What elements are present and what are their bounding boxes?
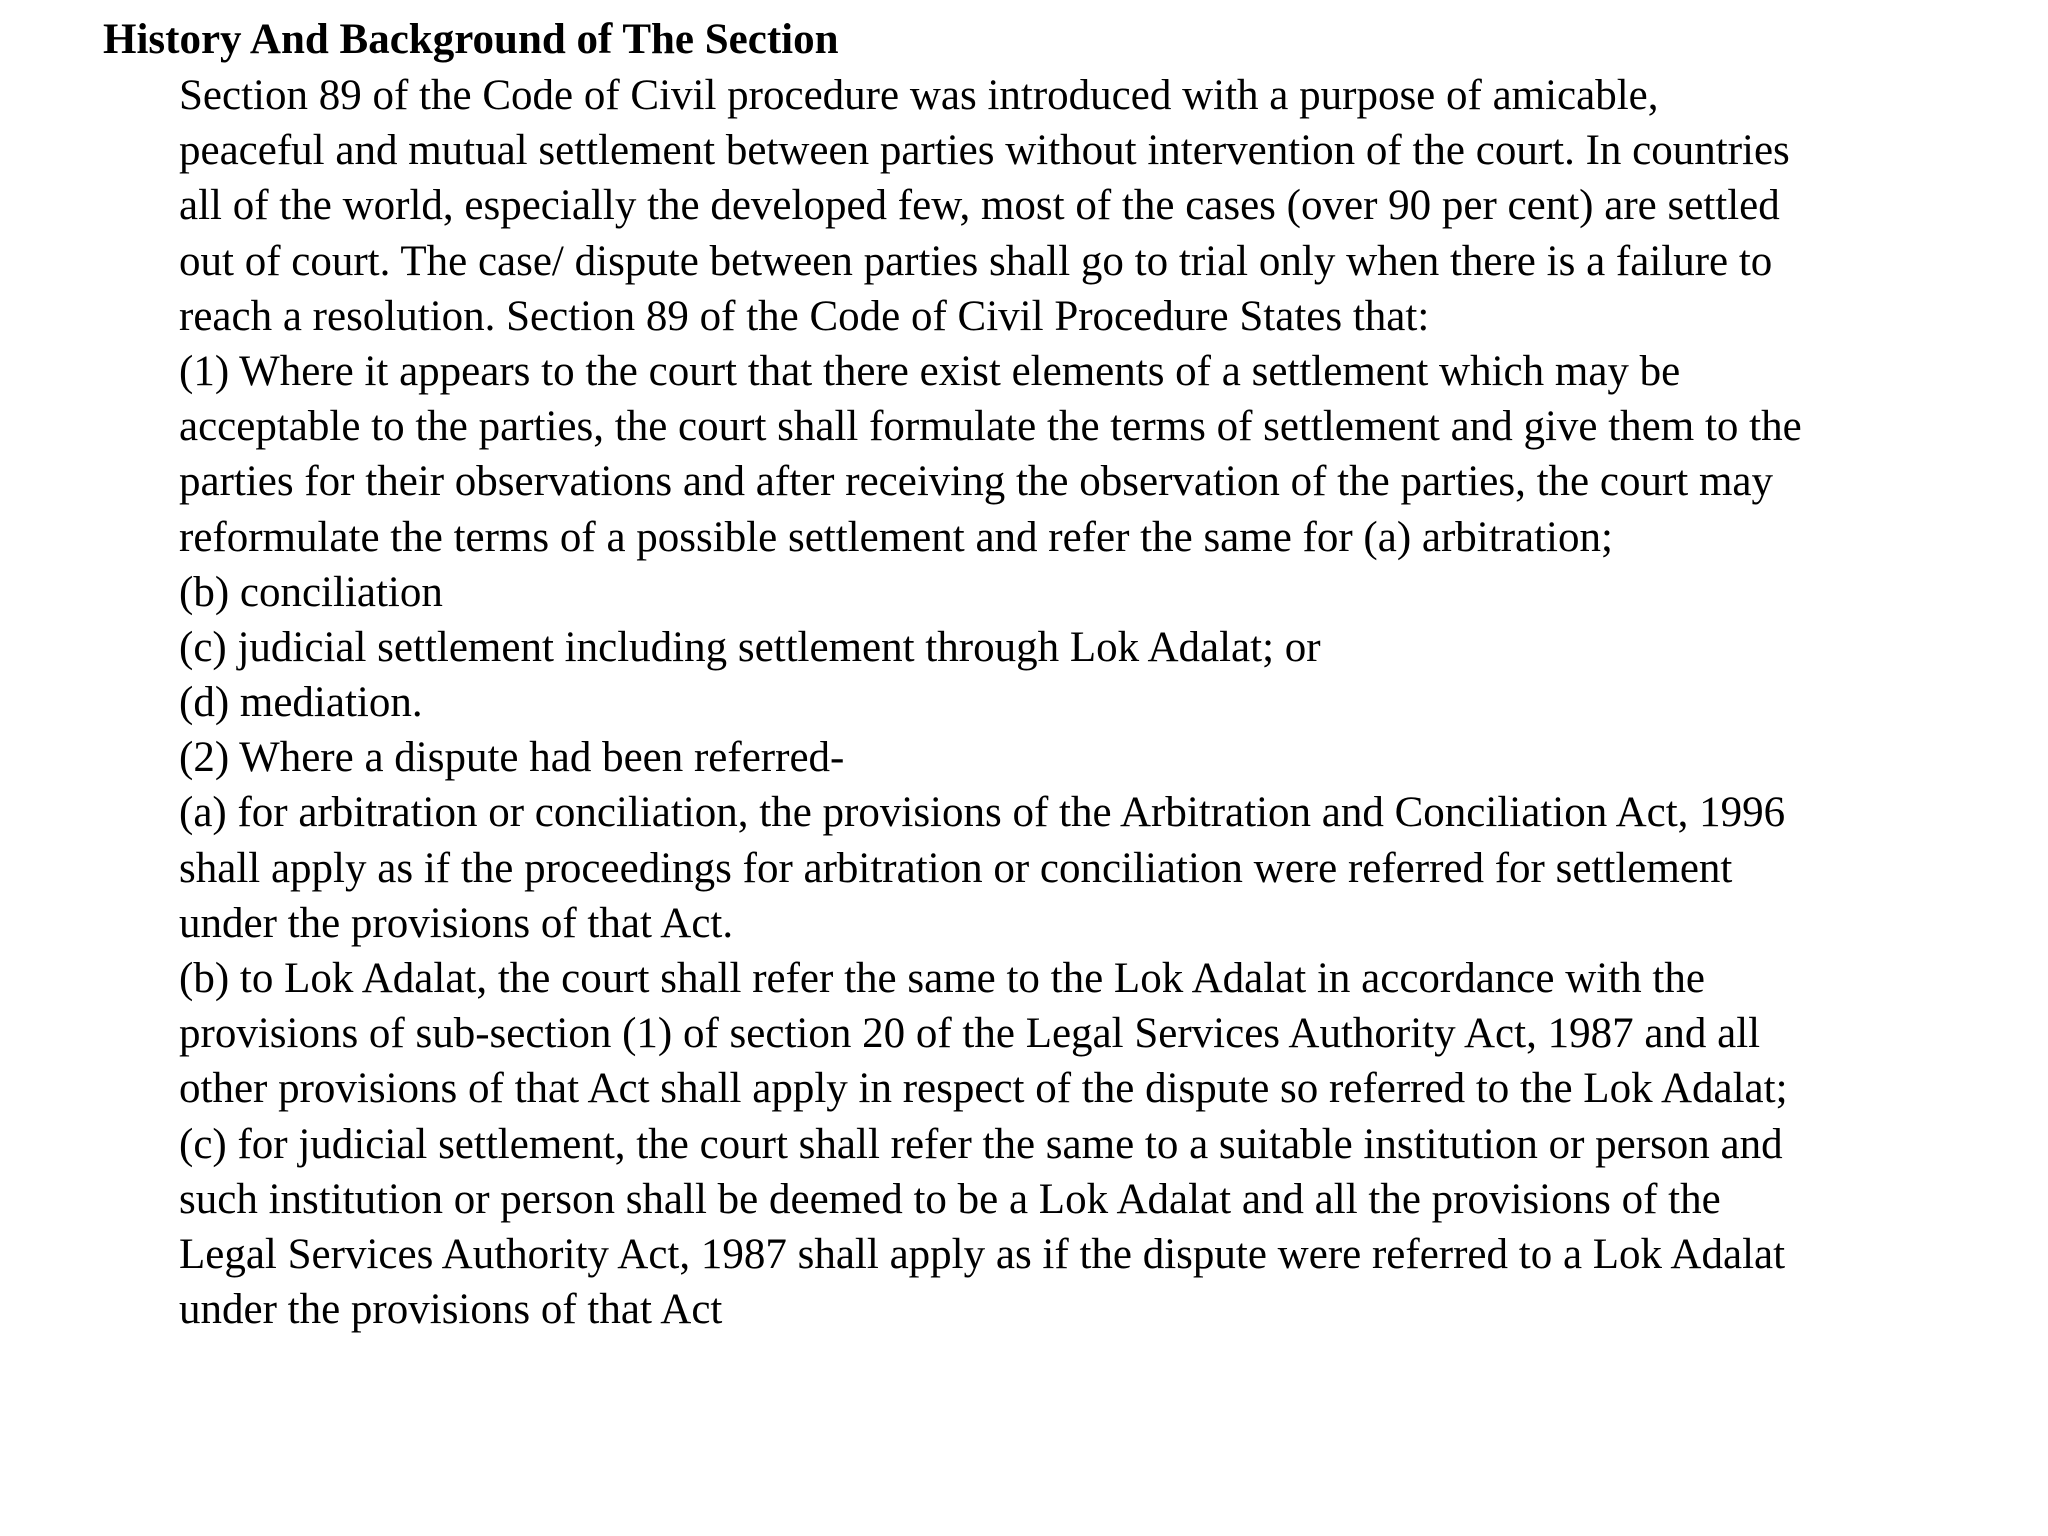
body-line: Section 89 of the Code of Civil procedure was introduced with a purpose of amicable, [179,72,1659,119]
body-line: out of court. The case/ dispute between parties shall go to trial only when there is a failure to [179,237,1773,285]
clause-1c-line: (c) judicial settlement including settlement through Lok Adalat; or [179,623,1321,671]
body-line: all of the world, especially the developed few, most of the cases (over 90 per cent) are settled [179,182,1780,230]
clause-2c-line: Legal Services Authority Act, 1987 shall apply as if the dispute were referred to a Lok Adalat [179,1230,1786,1278]
clause-2a-line: under the provisions of that Act. [179,899,734,947]
clause-2c-line: under the provisions of that Act [179,1286,723,1334]
clause-1b-line: (b) conciliation [179,568,443,616]
clause-2c-line: such institution or person shall be deemed to be a Lok Adalat and all the provisions of the [179,1175,1721,1223]
clause-1-line: parties for their observations and after receiving the observation of the parties, the court may [179,458,1774,506]
section-body [179,68,2039,1337]
clause-2a-line: shall apply as if the proceedings for arbitration or conciliation were referred for settlement [179,844,1733,892]
clause-1-line: reformulate the terms of a possible settlement and refer the same for (a) arbitration; [179,513,1613,561]
clause-1d-line: (d) mediation. [179,679,423,727]
clause-2-line: (2) Where a dispute had been referred- [179,734,845,782]
clause-2b-line: (b) to Lok Adalat, the court shall refer the same to the Lok Adalat in accordance with the [179,955,1705,1002]
clause-2a-line: (a) for arbitration or conciliation, the provisions of the Arbitration and Conciliation Act, 1996 [179,789,1786,837]
body-line: peaceful and mutual settlement between parties without intervention of the court. In countries [179,127,1790,175]
clause-1-line: (1) Where it appears to the court that there exist elements of a settlement which may be [179,347,1681,395]
section-heading: History And Background of The Section [103,16,839,63]
clause-2b-line: provisions of sub-section (1) of section 20 of the Legal Services Authority Act, 1987 and all [179,1010,1761,1058]
body-line: reach a resolution. Section 89 of the Code of Civil Procedure States that: [179,292,1430,340]
clause-2c-line: (c) for judicial settlement, the court shall refer the same to a suitable institution or person and [179,1120,1783,1168]
clause-2b-line: other provisions of that Act shall apply in respect of the dispute so referred to the Lok Adalat; [179,1065,1788,1113]
clause-1-line: acceptable to the parties, the court shall formulate the terms of settlement and give them to the [179,403,1802,451]
